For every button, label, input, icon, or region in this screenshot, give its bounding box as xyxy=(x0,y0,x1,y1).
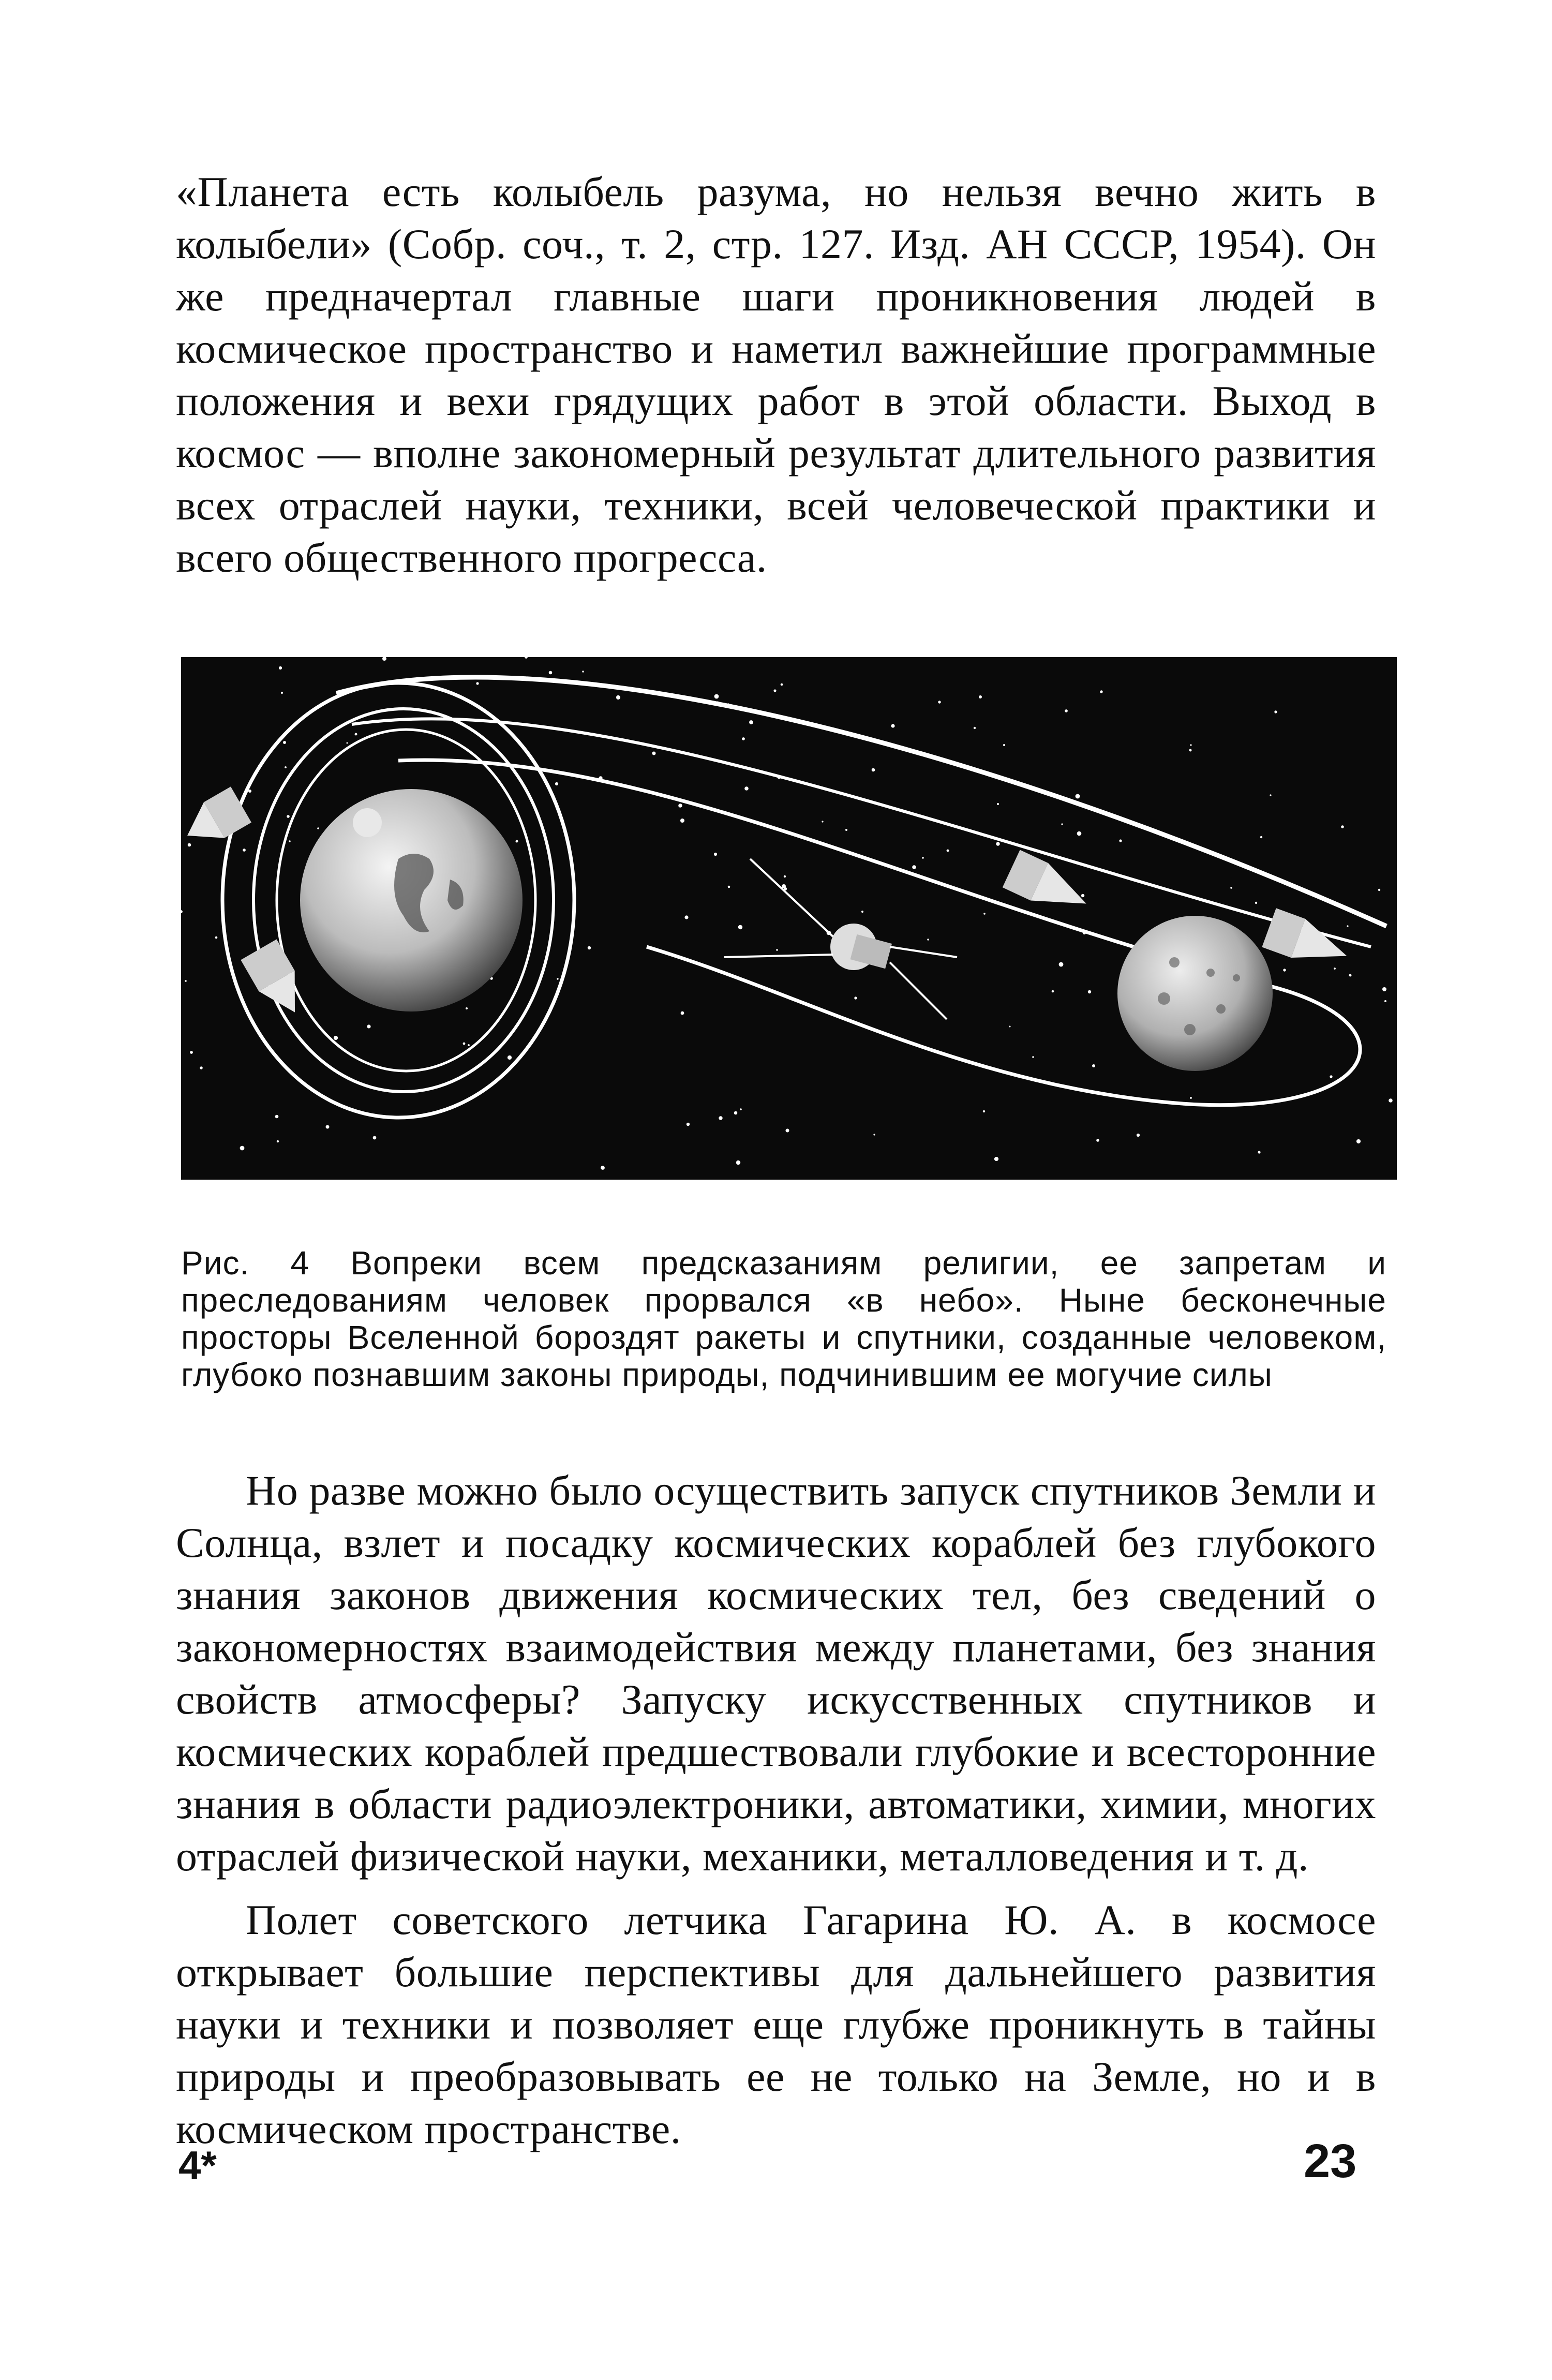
star xyxy=(781,683,783,686)
star xyxy=(1341,825,1344,828)
star xyxy=(277,1140,279,1142)
star xyxy=(1190,1097,1192,1099)
star xyxy=(243,849,246,852)
star xyxy=(1059,962,1064,967)
star xyxy=(1389,1098,1393,1103)
star xyxy=(1330,1075,1332,1078)
star xyxy=(1384,1000,1386,1002)
star xyxy=(736,1161,740,1165)
star xyxy=(938,701,941,703)
star xyxy=(248,790,251,793)
paragraph-space-knowledge: Но разве можно было осуществить запуск спутников Земли и Солнца, взлет и посадку космических кораблей без глубокого знания законов движения космических тел, без сведений о закономерностях взаимодействия между планетами, без знания свойств атмосферы? Запуску искусственных спутников и космических кораблей предшествовали глубокие и всесторонние знания в области радиоэлектроники, автоматики, химии, многих отраслей физической науки, механики, металловедения и т. д. xyxy=(176,1467,1376,1880)
star xyxy=(738,925,742,929)
star xyxy=(1255,902,1257,904)
star xyxy=(1349,974,1352,977)
star xyxy=(997,803,999,805)
star xyxy=(1270,794,1271,796)
star xyxy=(549,671,553,675)
star xyxy=(185,980,187,982)
star xyxy=(317,827,319,829)
star xyxy=(845,829,847,831)
star xyxy=(285,766,287,768)
star xyxy=(188,843,191,847)
spacecraft-2 xyxy=(1262,908,1354,975)
star xyxy=(200,1066,203,1069)
star xyxy=(1092,1064,1095,1067)
star xyxy=(1283,969,1286,971)
star xyxy=(994,1157,998,1161)
star xyxy=(555,782,558,785)
star xyxy=(742,737,745,740)
star xyxy=(508,1055,512,1060)
star xyxy=(1190,744,1191,746)
star xyxy=(275,1115,279,1119)
star xyxy=(516,840,518,843)
star xyxy=(1003,744,1005,746)
star xyxy=(289,840,290,842)
star xyxy=(854,996,857,999)
star xyxy=(1032,1056,1034,1058)
figure-illustration xyxy=(181,657,1397,1180)
star xyxy=(287,815,290,818)
star xyxy=(749,720,753,724)
star xyxy=(983,1110,985,1112)
star xyxy=(891,724,894,727)
star xyxy=(786,1129,789,1133)
spacecraft-4 xyxy=(241,939,312,1022)
star xyxy=(1334,968,1336,970)
star xyxy=(822,821,823,822)
star xyxy=(861,911,863,913)
star xyxy=(382,657,386,661)
signature-mark: 4* xyxy=(178,2143,217,2188)
star xyxy=(681,1012,684,1015)
star xyxy=(1356,1139,1361,1143)
star xyxy=(1096,1139,1099,1142)
text-block-top xyxy=(176,166,1376,584)
moon xyxy=(1117,916,1273,1071)
star xyxy=(652,752,656,755)
star xyxy=(680,819,684,823)
page-number: 23 xyxy=(1304,2135,1357,2188)
spacecraft-3 xyxy=(181,786,251,853)
star xyxy=(1081,894,1084,897)
star xyxy=(347,742,348,744)
paragraph-gagarin: Полет советского летчика Гагарина Ю. А. в космосе открывает большие перспективы для дальнейшего развития науки и техники и позволяет еще глубже проникнуть в тайны природы и преобразовывать ее не только на Земле, но и в космическом пространстве. xyxy=(176,1896,1376,2152)
star xyxy=(687,1123,690,1126)
space-illustration xyxy=(181,657,1397,1180)
star xyxy=(279,666,282,670)
small-satellite xyxy=(353,808,382,837)
star xyxy=(283,741,286,744)
star xyxy=(979,695,982,698)
star xyxy=(983,913,986,915)
star xyxy=(476,682,479,685)
star xyxy=(1065,709,1068,712)
star xyxy=(1076,794,1080,799)
star xyxy=(927,939,929,940)
star xyxy=(873,1134,875,1135)
star xyxy=(678,804,682,808)
star xyxy=(740,1108,742,1110)
star xyxy=(463,1043,466,1045)
star xyxy=(912,865,916,869)
star xyxy=(557,978,558,979)
figure-caption: Рис. 4 Вопреки всем предсказаниям религии, ее запретам и преследованиям человек прорвался «в небо». Ныне бесконечные просторы Вселенной бороздят ракеты и спутники, созданные человеком, глубоко познавшим законы природы, подчинившим ее могучие силы xyxy=(181,1244,1386,1393)
star xyxy=(714,853,717,856)
star xyxy=(1189,749,1192,752)
star xyxy=(1274,710,1277,713)
star xyxy=(281,692,283,694)
star xyxy=(525,657,528,659)
star xyxy=(1052,990,1054,993)
star xyxy=(1088,990,1091,993)
star xyxy=(616,695,620,700)
star xyxy=(1260,836,1262,838)
star xyxy=(773,689,776,692)
sputnik-satellite xyxy=(724,859,957,1019)
star xyxy=(1061,823,1063,825)
star xyxy=(776,949,778,951)
star xyxy=(215,936,218,939)
star xyxy=(1382,987,1386,991)
star xyxy=(601,1166,605,1170)
star xyxy=(181,910,183,913)
star xyxy=(1230,887,1232,889)
star xyxy=(744,786,749,791)
star xyxy=(1347,925,1348,927)
star xyxy=(734,1111,738,1115)
star xyxy=(728,886,730,888)
star xyxy=(190,1051,193,1054)
star xyxy=(947,850,949,852)
star xyxy=(719,1116,722,1120)
star xyxy=(922,857,924,859)
star xyxy=(582,671,584,672)
star xyxy=(1009,1026,1011,1028)
star xyxy=(784,875,786,877)
star xyxy=(1378,889,1380,891)
star xyxy=(1119,839,1122,842)
star xyxy=(334,1036,338,1040)
paragraph-quote-continuation: «Планета есть колыбель разума, но нельзя вечно жить в колыбели» (Собр. соч., т. 2, стр. 127. Изд. АН СССР, 1954). Он же предначертал главные шаги проникновения людей в космическое пространство и наметил важнейшие программные положения и вехи грядущих работ в этой области. Выход в космос — вполне закономерный результат длительного развития всех отраслей науки, техники, всей человеческой практики и всего общественного прогресса. xyxy=(176,168,1376,581)
star xyxy=(1100,690,1102,693)
star xyxy=(872,768,875,772)
star xyxy=(240,1146,245,1151)
star xyxy=(588,946,591,949)
star xyxy=(373,1136,377,1140)
star xyxy=(367,1024,370,1028)
star xyxy=(974,727,976,729)
star xyxy=(466,1007,468,1009)
star xyxy=(1137,1134,1140,1137)
star xyxy=(326,1125,330,1129)
spacecraft-1 xyxy=(1003,850,1095,923)
text-block-bottom xyxy=(176,1464,1376,2155)
star xyxy=(996,842,999,845)
star xyxy=(355,733,357,736)
star xyxy=(468,1044,470,1046)
star xyxy=(684,915,688,919)
star xyxy=(1077,831,1082,836)
star xyxy=(714,694,719,699)
star xyxy=(1258,1151,1260,1153)
